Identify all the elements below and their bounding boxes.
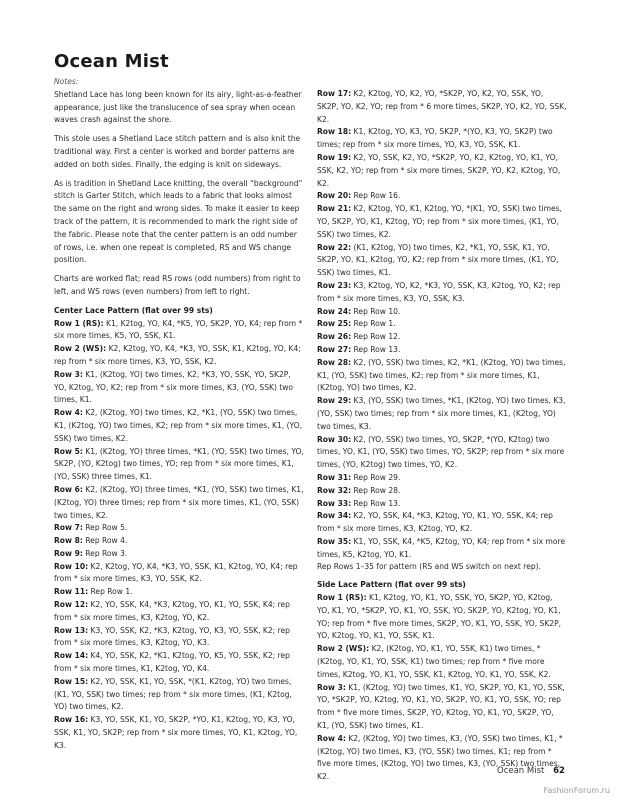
row-instructions: K2, K2tog, YO, K4, *K3, YO, SSK, K1, K2tog, YO, K4; rep from * six more times, K3, YO, SSK, K2.	[54, 561, 298, 584]
row-instructions: K1, K2tog, YO, K3, YO, SK2P, *(YO, K3, YO, SK2P) two times; rep from * six more times, YO, K3, YO, SSK, K1.	[317, 127, 553, 150]
pattern-row	[317, 485, 567, 498]
row-instructions: K2, (YO, SSK) two times, K2, *K1, (K2tog, YO) two times, K1, (YO, SSK) two times, K2; rep from * six more times, K1, (K2tog, YO) two times, K2.	[317, 357, 566, 393]
row-instructions: K4, YO, SSK, K2, *K1, K2tog, YO, K5, YO, SSK, K2; rep from * six more times, K1, K2tog, YO, K4.	[54, 651, 290, 674]
row-instructions: Rep Row 5.	[85, 523, 128, 533]
row-instructions: Rep Row 4.	[85, 536, 128, 546]
row-label: Row 4:	[317, 733, 346, 743]
pattern-row	[317, 510, 567, 536]
row-label: Row 3:	[317, 682, 346, 692]
row-label: Row 34:	[317, 511, 352, 521]
pattern-row	[317, 434, 567, 472]
row-instructions: (K1, K2tog, YO) two times, K2, *K1, YO, SSK, K1, YO, SK2P, YO, K1, K2tog, YO, K2; rep from * six more times, (K1, YO, SSK) two times, K1.	[317, 242, 559, 278]
row-label: Row 13:	[54, 625, 89, 635]
notes-paragraph: Shetland Lace has long been known for its airy, light-as-a-feather appearance, just like the translucence of sea spray when ocean waves crash against the shore.	[54, 89, 302, 125]
row-instructions: Rep Row 13.	[353, 498, 401, 508]
row-label: Row 4:	[54, 408, 83, 418]
row-instructions: K1, K2tog, YO, K1, YO, SSK, YO, SK2P, YO, K2tog, YO, K1, YO, *SK2P, YO, K1, YO, SSK, YO, SK2P, YO, K2tog, YO, K1, YO; rep from * five more times, SK2P, YO, K1, YO, SSK, YO, SK2P, YO, K2tog, YO, K1, YO, SSK, K1.	[317, 593, 562, 641]
row-instructions: K1, K2tog, YO, K4, *K5, YO, SK2P, YO, K4; rep from * six more times, K5, YO, SSK, K1.	[54, 318, 303, 341]
pattern-row	[54, 625, 304, 651]
pattern-row	[54, 650, 304, 676]
row-label: Row 29:	[317, 396, 352, 406]
pattern-row	[317, 242, 567, 280]
row-label: Row 2 (WS):	[317, 644, 370, 654]
row-label: Row 31:	[317, 472, 352, 482]
pattern-row	[54, 407, 304, 445]
pattern-row	[54, 535, 304, 548]
row-label: Row 33:	[317, 498, 352, 508]
row-label: Row 12:	[54, 600, 89, 610]
row-instructions: K2, (YO, SSK) two times, YO, SK2P, *(YO, K2tog) two times, YO, K1, (YO, SSK) two times, YO, SK2P; rep from * six more times, (YO, K2tog) two times, YO, K2.	[317, 434, 565, 470]
pattern-row	[54, 318, 304, 344]
row-label: Row 8:	[54, 536, 83, 546]
notes-paragraph: This stole uses a Shetland Lace stitch pattern and is also knit the traditional way. First a center is worked and border patterns are added on both sides. Finally, the edging is knit on sideways.	[54, 134, 301, 169]
row-instructions: Rep Row 28.	[353, 485, 401, 495]
row-label: Row 6:	[54, 484, 83, 494]
row-label: Row 1 (RS):	[317, 593, 367, 603]
row-label: Row 26:	[317, 332, 352, 342]
left-column	[54, 76, 304, 753]
row-label: Row 19:	[317, 152, 352, 162]
row-label: Row 18:	[317, 127, 352, 137]
row-instructions: K3, YO, SSK, K1, YO, SK2P, *YO, K1, K2tog, YO, K3, YO, SSK, K1, YO, SK2P; rep from * six more times, YO, K1, K2tog, YO, K3.	[54, 715, 298, 750]
pattern-row	[54, 343, 304, 369]
row-label: Row 2 (WS):	[54, 344, 107, 354]
row-label: Row 25:	[317, 319, 352, 329]
row-instructions: K2, (K2tog, YO) two times, K2, *K1, (YO, SSK) two times, K1, (K2tog, YO) two times, K2; rep from * six more times, K1, (YO, SSK) two times, K2.	[54, 408, 303, 443]
row-label: Row 23:	[317, 280, 352, 290]
row-instructions: K1, (K2tog, YO) two times, K1, YO, SK2P, YO, K1, YO, SSK, YO, *SK2P, YO, K2tog, YO, K1, YO, SK2P, YO, K1, YO, SSK, YO; rep from * five more times, SK2P, YO, K2tog, YO, K1, YO, SK2P, YO, K1, (YO, SSK) two times, K1.	[317, 682, 565, 731]
pattern-row	[54, 714, 304, 752]
pattern-row	[317, 331, 567, 344]
side-pattern-heading: Side Lace Pattern (flat over 99 sts)	[317, 580, 466, 590]
repeat-note: Rep Rows 1–35 for pattern (RS and WS switch on next rep).	[317, 562, 541, 572]
row-label: Row 32:	[317, 485, 352, 495]
row-instructions: Rep Row 3.	[85, 548, 128, 558]
row-instructions: K2, YO, SSK, K4, *K3, K2tog, YO, K1, YO, SSK, K4; rep from * six more times, K3, K2tog, YO, K2.	[54, 600, 290, 622]
pattern-row	[54, 522, 304, 535]
pattern-row	[54, 548, 304, 561]
page-number: 62	[553, 766, 565, 776]
row-label: Row 17:	[317, 89, 352, 98]
pattern-row	[317, 498, 567, 511]
row-label: Row 14:	[54, 651, 89, 661]
row-instructions: Rep Row 12.	[353, 332, 401, 342]
row-instructions: K3, (YO, SSK) two times, *K1, (K2tog, YO) two times, K3, (YO, SSK) two times; rep from * six more times, K1, (K2tog, YO) two times, K3.	[317, 396, 566, 431]
row-label: Row 3:	[54, 369, 83, 379]
center-pattern-rows-continued	[317, 88, 567, 561]
pattern-row	[54, 599, 304, 625]
side-pattern-rows	[317, 592, 567, 784]
row-label: Row 28:	[317, 357, 352, 367]
row-label: Row 5:	[54, 446, 83, 456]
row-label: Row 35:	[317, 536, 352, 546]
pattern-row	[317, 472, 567, 485]
row-label: Row 22:	[317, 242, 352, 252]
watermark: FashionForum.ru	[543, 786, 610, 795]
row-label: Row 20:	[317, 191, 352, 201]
pattern-row	[317, 643, 567, 681]
row-label: Row 10:	[54, 561, 89, 571]
row-instructions: K2, YO, SSK, K2, YO, *SK2P, YO, K2, K2tog, YO, K1, YO, SSK, K2, YO; rep from * six more times, SK2P, YO, K2, K2tog, YO, K2.	[317, 152, 561, 188]
pattern-row	[54, 586, 304, 599]
row-instructions: Rep Row 16.	[353, 191, 401, 201]
notes-paragraph: As is tradition in Shetland Lace knitting, the overall “background” stitch is Garter Stitch, which leads to a fabric that looks almost the same on the right and wrong sides. To make it easier to keep track of the pattern, it is recommended to mark the right side of the fabric. Please note that the center pattern is an odd number of rows, i.e. when one repeat is completed, RS and WS change position.	[54, 178, 303, 265]
row-instructions: K2, K2tog, YO, K4, *K3, YO, SSK, K1, K2tog, YO, K4; rep from * six more times, K3, YO, SSK, K2.	[54, 344, 301, 366]
row-instructions: K2, K2tog, YO, K2, YO, *SK2P, YO, K2, YO, SSK, YO, SK2P, YO, K2, YO; rep from * 6 more times, SK2P, YO, K2, YO, SSK, K2.	[317, 89, 567, 124]
row-label: Row 16:	[54, 715, 89, 725]
row-instructions: K1, YO, SSK, K4, *K5, K2tog, YO, K4; rep from * six more times, K5, K2tog, YO, K1.	[317, 536, 566, 559]
right-column	[317, 88, 567, 784]
pattern-row	[54, 561, 304, 587]
pattern-row	[317, 126, 567, 152]
pattern-row	[317, 344, 567, 357]
row-label: Row 27:	[317, 344, 352, 354]
row-instructions: Rep Row 13.	[353, 344, 401, 354]
center-pattern-heading: Center Lace Pattern (flat over 99 sts)	[54, 305, 213, 315]
center-pattern-rows	[54, 318, 304, 753]
pattern-row	[317, 536, 567, 562]
row-label: Row 15:	[54, 676, 89, 686]
row-instructions: K3, K2tog, YO, K2, *K3, YO, SSK, K3, K2tog, YO, K2; rep from * six more times, K3, YO, SSK, K3.	[317, 280, 561, 303]
page-title: Ocean Mist	[54, 51, 169, 72]
pattern-row	[317, 395, 567, 433]
row-instructions: K3, YO, SSK, K2, *K3, K2tog, YO, K3, YO, SSK, K2; rep from * six more times, K3, K2tog, YO, K3.	[54, 625, 290, 648]
pattern-row	[317, 203, 567, 241]
page-footer	[497, 766, 565, 776]
pattern-row	[54, 446, 304, 484]
row-label: Row 30:	[317, 434, 352, 444]
row-label: Row 1 (RS):	[54, 318, 104, 328]
pattern-row	[317, 318, 567, 331]
row-instructions: Rep Row 1.	[353, 319, 396, 329]
row-instructions: K2, (K2tog, YO) three times, *K1, (YO, SSK) two times, K1, (K2tog, YO) three times; rep from * six more times, K1, (YO, SSK) two times, K2.	[54, 484, 304, 520]
row-instructions: K1, (K2tog, YO) two times, K2, *K3, YO, SSK, YO, SK2P, YO, K2tog, YO, K2; rep from * six more times, K3, (YO, SSK) two times, K1.	[54, 369, 294, 405]
pattern-row	[54, 676, 304, 714]
row-label: Row 7:	[54, 523, 83, 533]
row-instructions: K2, YO, SSK, K4, *K3, K2tog, YO, K1, YO, SSK, K4; rep from * six more times, K3, K2tog, YO, K2.	[317, 511, 553, 534]
pattern-row	[317, 682, 567, 733]
row-label: Row 9:	[54, 548, 83, 558]
row-instructions: Rep Row 10.	[353, 306, 401, 316]
running-title: Ocean Mist	[497, 766, 545, 776]
pattern-row	[317, 152, 567, 190]
row-instructions: K1, (K2tog, YO) three times, *K1, (YO, SSK) two times, YO, SK2P, (YO, K2tog) two times, YO; rep from * six more times, K1, (YO, SSK) three times, K1.	[54, 446, 304, 482]
pattern-row	[317, 190, 567, 203]
row-instructions: Rep Row 1.	[90, 587, 133, 597]
row-instructions: K2, (K2tog, YO, K1, YO, SSK, K1) two times, *(K2tog, YO, K1, YO, SSK, K1) two times; rep from * five more times, K2tog, YO, K1, YO, SSK, K1, K2tog, YO, K1, YO, SSK, K2.	[317, 644, 551, 679]
pattern-row	[317, 88, 567, 126]
pattern-row	[317, 306, 567, 319]
notes-paragraph: Charts are worked flat; read RS rows (odd numbers) from right to left, and WS rows (even numbers) from left to right.	[54, 274, 301, 296]
row-label: Row 21:	[317, 204, 352, 214]
row-instructions: K2, (K2tog, YO) two times, K3, (YO, SSK) two times, K1, *(K2tog, YO) two times, K3, (YO, SSK) two times, K1; rep from * five more times, (K2tog, YO) two times, K3, (YO, SSK) two times, K2.	[317, 733, 563, 782]
row-label: Row 24:	[317, 306, 352, 316]
row-instructions: Rep Row 29.	[353, 472, 401, 482]
notes-label: Notes:	[54, 77, 79, 86]
pattern-row	[54, 484, 304, 522]
row-instructions: K2, K2tog, YO, K1, K2tog, YO, *(K1, YO, SSK) two times, YO, SK2P, YO, K1, K2tog, YO; rep from * six more times, (K1, YO, SSK) two times, K2.	[317, 204, 562, 239]
row-label: Row 11:	[54, 587, 89, 597]
pattern-row	[317, 592, 567, 643]
pattern-row	[54, 369, 304, 407]
pattern-row	[317, 357, 567, 395]
pattern-row	[317, 733, 567, 784]
pattern-row	[317, 280, 567, 306]
row-instructions: K2, YO, SSK, K1, YO, SSK, *(K1, K2tog, YO) two times, (K1, YO, SSK) two times; rep from * six more times, (K1, K2tog, YO) two times, K2.	[54, 676, 292, 712]
